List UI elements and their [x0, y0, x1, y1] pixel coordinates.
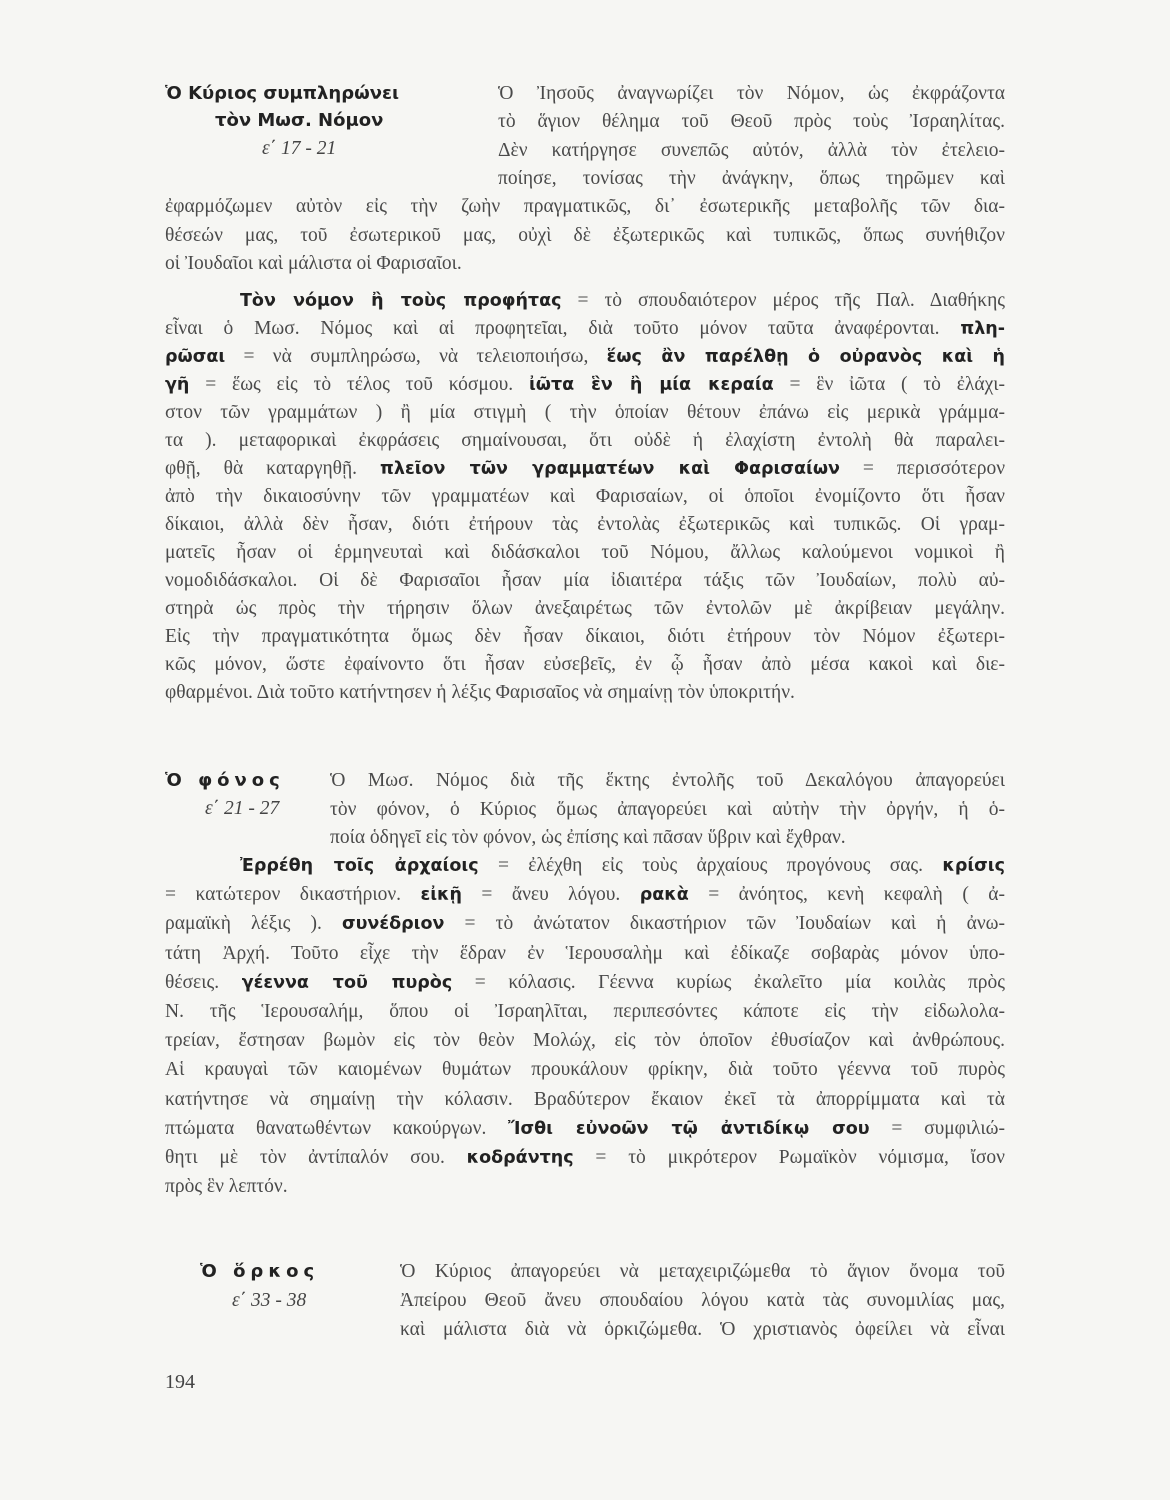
body-text: θητι μὲ τὸν ἀντίπαλόν σου.: [165, 1147, 467, 1168]
body-text: ματεῖς ἦσαν οἱ ἑρμηνευταὶ καὶ διδάσκαλοι τοῦ Νόμου, ἄλλως καλούμενοι νομικοὶ ἢ: [165, 542, 1005, 563]
body-text: = ἓν ἰῶτα ( τὸ ἐλάχι-: [773, 374, 1005, 395]
glossary-term: ρῶσαι: [165, 347, 226, 367]
glossary-term: συνέδριον: [341, 914, 445, 935]
text-line: [165, 1088, 1005, 1112]
body-text: πτώματα θανατωθέντων κακούργων.: [165, 1117, 509, 1139]
body-text: καὶ μάλιστα διὰ νὰ ὁρκιζώμεθα. Ὁ χριστιανὸς ὀφείλει νὰ εἶναι: [400, 1319, 1005, 1340]
body-text: τὸ ἅγιον θέλημα τοῦ Θεοῦ πρὸς τοὺς Ἰσραηλίτας.: [498, 111, 1005, 133]
text-line: [165, 1029, 1005, 1053]
glossary-term: κρίσις: [942, 856, 1005, 876]
body-text: Ν. τῆς Ἱερουσαλήμ, ὅπου οἱ Ἰσραηλῖται, περιπεσόντες κάποτε εἰς τὴν εἰδωλολα-: [165, 1001, 1005, 1022]
text-line: [165, 625, 1005, 649]
text-line: [165, 569, 1005, 593]
body-text: στηρὰ ὡς πρὸς τὴν τήρησιν ὅλων ἀνεξαιρέτως τῶν ἐντολῶν μὲ ἀκρίβειαν μεγάλην.: [165, 598, 1005, 619]
body-text: = νὰ συμπληρώσω, νὰ τελειοποιήσω,: [225, 346, 607, 367]
verse-reference: ε΄ 33 - 38: [232, 1290, 307, 1311]
body-text: τὸν φόνον, ὁ Κύριος ὅμως ἀπαγορεύει καὶ αὐτὴν τὴν ὀργήν, ἡ ὁ-: [330, 798, 1005, 820]
text-line: [240, 854, 1005, 878]
body-text: φθῇ, θὰ καταργηθῇ.: [165, 458, 381, 479]
text-line: [165, 883, 1005, 907]
text-line: [400, 1289, 1005, 1313]
body-text: = τὸ ἀνώτατον δικαστήριον τῶν Ἰουδαίων καὶ ἡ ἀνω-: [444, 913, 1005, 935]
glossary-term: πλεῖον τῶν γραμματέων καὶ Φαρισαίων: [380, 459, 840, 479]
text-line: [165, 1000, 1005, 1024]
body-text: νομοδιδάσκαλοι. Οἱ δὲ Φαρισαῖοι ἦσαν μία ἰδιαιτέρα τάξις τῶν Ἰουδαίων, πολὺ αὐ-: [165, 570, 1005, 591]
body-text: ἀπὸ τὴν δικαιοσύνην τῶν γραμματέων καὶ Φαρισαίων, οἱ ὁποῖοι ἐνομίζοντο ὅτι ἦσαν: [165, 486, 1005, 507]
body-text: θέσεών μας, τοῦ ἐσωτερικοῦ μας, οὐχὶ δὲ ἐξωτερικῶς καὶ τυπικῶς, ὅπως συνήθιζον: [165, 224, 1005, 246]
text-line: [165, 1058, 1005, 1082]
text-line: [165, 1117, 1005, 1141]
body-text: Ἀπείρου Θεοῦ ἄνευ σπουδαίου λόγου κατὰ τὰς συνομιλίας μας,: [400, 1290, 1005, 1311]
text-line: [498, 82, 1005, 106]
body-text: = ἕως εἰς τὸ τέλος τοῦ κόσμου.: [189, 374, 529, 395]
body-text: κατήντησε νὰ σημαίνῃ τὴν κόλασιν. Βραδύτερον ἔκαιον ἐκεῖ τὰ ἀπορρίμματα καὶ τὰ: [165, 1088, 1005, 1110]
text-line: [400, 1318, 1005, 1342]
section-heading: τὸν Μωσ. Νόμον: [215, 110, 384, 131]
glossary-term: πλη-: [960, 319, 1005, 339]
body-text: = συμφιλιώ-: [869, 1117, 1005, 1139]
glossary-term: ἕως ἂν παρέλθῃ ὁ οὐρανὸς καὶ ἡ: [606, 347, 1005, 367]
text-line: [498, 110, 1005, 134]
text-line: [165, 912, 1005, 936]
text-line: [165, 681, 1005, 705]
text-line: [400, 1260, 1005, 1284]
text-line: [165, 345, 1005, 369]
glossary-term: Ἐρρέθη τοῖς ἀρχαίοις: [240, 856, 479, 876]
text-line: [165, 252, 1005, 276]
body-text: ραμαϊκὴ λέξις ).: [165, 913, 342, 935]
body-text: = κατώτερον δικαστήριον.: [165, 884, 421, 906]
body-text: φθαρμένοι. Διὰ τοῦτο κατήντησεν ἡ λέξις Φαρισαῖος νὰ σημαίνῃ τὸν ὑποκριτήν.: [165, 682, 795, 703]
body-text: θέσεις.: [165, 971, 242, 993]
body-text: = ἀνόητος, κενὴ κεφαλὴ ( ἀ-: [688, 884, 1005, 906]
text-line: [165, 971, 1005, 995]
body-text: δίκαιοι, ἀλλὰ δὲν ἦσαν, διότι ἐτήρουν τὰς ἐντολὰς ἐξωτερικῶς καὶ τυπικῶς. Οἱ γραμ-: [165, 514, 1005, 535]
text-line: [498, 139, 1005, 163]
text-line: [165, 373, 1005, 397]
text-line: [240, 289, 1005, 313]
glossary-term: ἰῶτα ἓν ἢ μία κεραία: [528, 375, 774, 395]
text-line: [165, 1175, 1005, 1199]
text-line: [165, 541, 1005, 565]
text-line: [165, 485, 1005, 509]
body-text: τάτη Ἀρχή. Τοῦτο εἶχε τὴν ἕδραν ἐν Ἱερουσαλὴμ καὶ ἐδίκαζε σοβαρὰς μόνον ὑπο-: [165, 942, 1005, 964]
text-line: [498, 167, 1005, 191]
section-heading: Ὁ ὅρκος: [200, 1261, 320, 1282]
glossary-term: ρακὰ: [639, 885, 689, 906]
verse-reference: ε΄ 17 - 21: [262, 138, 337, 159]
text-line: [165, 942, 1005, 966]
glossary-term: γῆ: [165, 375, 190, 395]
text-line: [330, 826, 1005, 850]
body-text: = κόλασις. Γέεννα κυρίως ἐκαλεῖτο μία κοιλὰς πρὸς: [452, 971, 1006, 993]
body-text: = τὸ σπουδαιότερον μέρος τῆς Παλ. Διαθήκης: [561, 290, 1005, 311]
glossary-term: κοδράντης: [466, 1148, 574, 1168]
body-text: Ὁ Μωσ. Νόμος διὰ τῆς ἕκτης ἐντολῆς τοῦ Δεκαλόγου ἀπαγορεύει: [330, 770, 1005, 791]
body-text: πρὸς ἓν λεπτόν.: [165, 1176, 288, 1198]
body-text: κῶς μόνον, ὥστε ἐφαίνοντο ὅτι ἦσαν εὐσεβεῖς, ἐν ᾧ ἦσαν ἀπὸ μέσα κακοὶ καὶ διε-: [165, 654, 1005, 675]
body-text: = ἐλέχθη εἰς τοὺς ἀρχαίους προγόνους σας.: [478, 855, 943, 876]
body-text: Εἰς τὴν πραγματικότητα ὅμως δὲν ἦσαν δίκαιοι, διότι ἐτήρουν τὸν Νόμον ἐξωτερι-: [165, 626, 1005, 647]
body-text: εἶναι ὁ Μωσ. Νόμος καὶ αἱ προφητεῖαι, διὰ τοῦτο μόνον ταῦτα ἀναφέρονται.: [165, 318, 961, 339]
glossary-term: Τὸν νόμον ἢ τοὺς προφήτας: [240, 291, 562, 311]
section-heading: Ὁ Κύριος συμπληρώνει: [165, 83, 400, 104]
glossary-term: Ἴσθι εὐνοῶν τῷ ἀντιδίκῳ σου: [508, 1118, 870, 1139]
body-text: στον τῶν γραμμάτων ) ἢ μία στιγμὴ ( τὴν ὁποίαν θέτουν ἐπάνω εἰς μερικὰ γράμμα-: [165, 402, 1005, 423]
text-line: [330, 798, 1005, 822]
text-line: [165, 224, 1005, 248]
page-number: 194: [165, 1371, 195, 1393]
text-line: [165, 195, 1005, 219]
glossary-term: γέεννα τοῦ πυρὸς: [241, 972, 453, 993]
body-text: ποία ὁδηγεῖ εἰς τὸν φόνον, ὡς ἐπίσης καὶ πᾶσαν ὕβριν καὶ ἔχθραν.: [330, 827, 846, 848]
verse-reference: ε΄ 21 - 27: [205, 798, 280, 819]
text-line: [330, 769, 1005, 793]
body-text: = τὸ μικρότερον Ρωμαϊκὸν νόμισμα, ἴσον: [573, 1147, 1005, 1168]
text-line: [165, 401, 1005, 425]
text-line: [165, 653, 1005, 677]
body-text: Αἱ κραυγαὶ τῶν καιομένων θυμάτων προυκάλουν φρίκην, διὰ τοῦτο γέεννα τοῦ πυρὸς: [165, 1059, 1005, 1081]
text-line: [165, 513, 1005, 537]
glossary-term: εἰκῇ: [420, 885, 462, 906]
body-text: ἐφαρμόζωμεν αὐτὸν εἰς τὴν ζωὴν πραγματικῶς, δι᾽ ἐσωτερικῆς μεταβολῆς τῶν δια-: [165, 196, 1005, 218]
text-line: [165, 1146, 1005, 1170]
body-text: τα ). μεταφορικαὶ ἐκφράσεις σημαίνουσαι, ὅτι οὐδὲ ἡ ἐλαχίστη ἐντολὴ θὰ παραλει-: [165, 430, 1005, 451]
body-text: Δὲν κατήργησε συνεπῶς αὐτόν, ἀλλὰ τὸν ἐτελειο-: [498, 139, 1005, 161]
text-line: [165, 457, 1005, 481]
text-line: [165, 597, 1005, 621]
body-text: = ἄνευ λόγου.: [461, 884, 640, 906]
body-text: τρείαν, ἔστησαν βωμὸν εἰς τὸν θεὸν Μολώχ, εἰς τὸν ὁποῖον ἐθυσίαζον καὶ ἀνθρώπους.: [165, 1030, 1005, 1052]
body-text: ποίησε, τονίσας τὴν ἀνάγκην, ὅπως τηρῶμεν καὶ: [498, 167, 1005, 189]
text-line: [165, 317, 1005, 341]
text-line: [165, 429, 1005, 453]
body-text: = περισσότερον: [839, 458, 1006, 479]
body-text: Ὁ Κύριος ἀπαγορεύει νὰ μεταχειριζώμεθα τὸ ἅγιον ὄνομα τοῦ: [400, 1261, 1005, 1282]
section-heading: Ὁ φόνος: [165, 770, 285, 791]
body-text: οἱ Ἰουδαῖοι καὶ μάλιστα οἱ Φαρισαῖοι.: [165, 252, 462, 274]
body-text: Ὁ Ἰησοῦς ἀναγνωρίζει τὸν Νόμον, ὡς ἐκφράζοντα: [498, 83, 1005, 104]
